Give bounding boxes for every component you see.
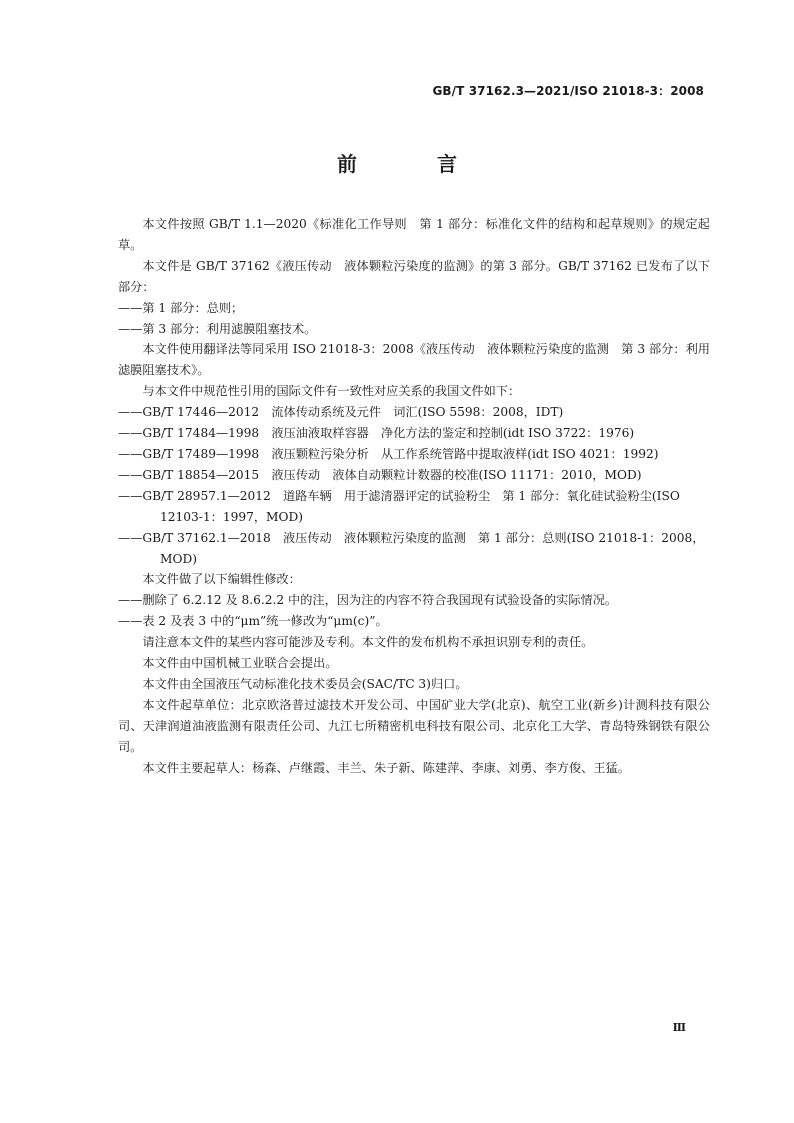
list-item: ——表 2 及表 3 中的“μm”统一修改为“μm(c)”。 [118, 614, 388, 629]
list-item: ——第 1 部分：总则； [118, 300, 244, 315]
page-title: 前 言 [337, 152, 487, 176]
paragraph: 请注意本文件的某些内容可能涉及专利。本文件的发布机构不承担识别专利的责任。 [142, 635, 594, 650]
paragraph: 本文件由中国机械工业联合会提出。 [142, 656, 338, 671]
paragraph: 本文件使用翻译法等同采用 ISO 21018-3：2008《液压传动 液体颗粒污染度的监测 第 3 部分：利用滤膜阻塞技术》。 [118, 342, 710, 378]
list-item: ——删除了 6.2.12 及 8.6.2.2 中的注，因为注的内容不符合我国现有试验设备的实际情况。 [118, 593, 618, 608]
list-item: ——GB/T 17489—1998 液压颗粒污染分析 从工作系统管路中提取液样(idt ISO 4021：1992) [118, 446, 659, 461]
paragraph: 本文件由全国液压气动标准化技术委员会(SAC/TC 3)归口。 [142, 676, 468, 691]
paragraph: 本文件做了以下编辑性修改： [142, 572, 301, 587]
paragraph: 本文件起草单位：北京欧洛普过滤技术开发公司、中国矿业大学(北京)、航空工业(新乡)计测科技有限公司、天津润道油液监测有限责任公司、九江七所精密机电科技有限公司、北京化工大学、青岛特殊钢铁有限公司。 [118, 697, 710, 754]
list-item: ——第 3 部分：利用滤膜阻塞技术。 [118, 321, 317, 336]
paragraph: 本文件是 GB/T 37162《液压传动 液体颗粒污染度的监测》的第 3 部分。GB/T 37162 已发布了以下部分： [118, 258, 710, 294]
list-item: ——GB/T 37162.1—2018 液压传动 液体颗粒污染度的监测 第 1 部分：总则(ISO 21018-1：2008，MOD) [118, 530, 705, 566]
paragraph: 本文件主要起草人：杨森、卢继霞、丰兰、朱子新、陈建萍、李康、刘勇、李方俊、王猛。 [142, 760, 630, 775]
list-item: ——GB/T 17446—2012 流体传动系统及元件 词汇(ISO 5598：2008，IDT) [118, 405, 564, 420]
paragraph: 本文件按照 GB/T 1.1—2020《标准化工作导则 第 1 部分：标准化文件的结构和起草规则》的规定起草。 [118, 217, 710, 252]
foreword-body [118, 214, 710, 778]
list-item: ——GB/T 28957.1—2012 道路车辆 用于滤清器评定的试验粉尘 第 1 部分：氧化硅试验粉尘(ISO 12103-1：1997，MOD) [118, 488, 680, 524]
page-number: Ⅲ [672, 1021, 686, 1034]
paragraph: 与本文件中规范性引用的国际文件有一致性对应关系的我国文件如下： [142, 384, 521, 399]
document-code-header: GB/T 37162.3—2021/ISO 21018-3：2008 [432, 84, 704, 98]
list-item: ——GB/T 18854—2015 液压传动 液体自动颗粒计数器的校准(ISO 11171：2010，MOD) [118, 467, 642, 482]
list-item: ——GB/T 17484—1998 液压油液取样容器 净化方法的鉴定和控制(idt ISO 3722：1976) [118, 426, 635, 441]
